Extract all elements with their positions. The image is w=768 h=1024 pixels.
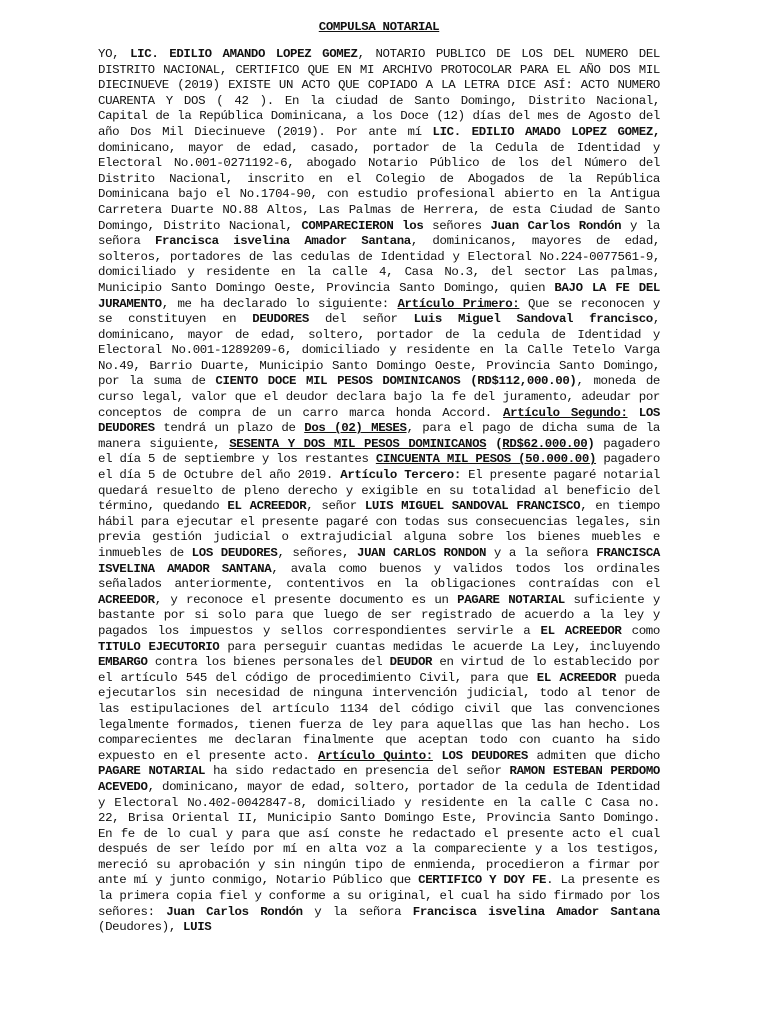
body-segment: dominicano, mayor de edad, casado, portador de la Cedula de Identidad y Electoral No.001-0271192-6, abogado Notario Público de los del Número del Distrito Nacional, inscrito en el Colegio de Abogados de la República Dominicana bajo el No.1704-90, con estudio profesional abierto en la Antigua Carretera Duarte NO.88 Altos, Las Palmas de Herrera, de esta Ciudad de Santo Domingo, Distrito Nacional, (98, 140, 660, 233)
body-segment: admiten que dicho (527, 748, 660, 763)
body-segment: pueda ejecutarlos sin necesidad de ninguna intervención judicial, todo al tenor de las estipulaciones del artículo 1134 del código civil que las convenciones legalmente formados, tienen fuerza de ley para aquellas que las han hecho. Los comparecientes me declaran finalmente que aceptan todo con cuanto ha sido expuesto en el presente acto. (98, 670, 660, 763)
body-segment: como (621, 623, 660, 638)
body-segment: ha sido redactado en presencia del señor (205, 764, 510, 779)
body-segment: Francisca isvelina Amador Santana (154, 234, 411, 249)
body-segment: LOS DEUDORES (98, 405, 660, 436)
body-segment: Artículo Quinto: (318, 748, 433, 763)
body-segment: RAMON ESTEBAN PERDOMO ACEVEDO (98, 764, 660, 794)
body-segment: , moneda de curso legal, valor que el deudor declara bajo la fe del juramento, adeudar por conceptos de compra de un carro marca honda Accord. (98, 374, 660, 420)
body-segment: Dos (02) MESES (304, 421, 407, 436)
body-segment: , avala como buenos y validos todos los ordinales señalados anteriormente, contentivos en la obligaciones contraídas con el (98, 561, 660, 592)
body-segment: Juan Carlos Rondón (166, 904, 303, 919)
body-segment: , señor (306, 499, 365, 514)
body-segment: , dominicano, mayor de edad, soltero, portador de la cedula de Identidad y Electoral No.001-1289209-6, domiciliado y residente en la Calle Tetelo Varga No.49, Barrio Duarte, Municipio Santo Domingo Oeste, Provincia Santo Domingo, por la suma de (98, 312, 660, 389)
body-segment: DEUDOR (389, 655, 433, 670)
body-segment: PAGARE NOTARIAL (457, 592, 565, 607)
body-segment (628, 406, 639, 420)
body-segment: (Deudores), (98, 920, 184, 935)
body-segment: Que se reconocen y se constituyen en (98, 296, 660, 327)
body-segment: , me ha declarado lo siguiente: (161, 296, 398, 311)
body-segment: , para el pago de dicha suma de la manera siguiente, (98, 421, 660, 451)
body-segment: PAGARE NOTARIAL (98, 764, 206, 779)
body-segment: El presente pagaré notarial quedará resuelto de pleno derecho y exigible en su totalidad al beneficio del término, quedando (98, 468, 660, 514)
document-body (98, 47, 660, 936)
body-segment: Artículo Segundo: (503, 405, 628, 420)
body-segment: , dominicanos, mayores de edad, solteros, portadores de las cedulas de Identidad y Electoral No.224-0077561-9, domiciliado y residente en la calle 4, Casa No.3, del sector Las palmas, Municipio Santo Domingo Oeste, Provincia Santo Domingo, quien (98, 234, 660, 295)
body-segment: EL ACREEDOR (536, 670, 617, 685)
body-segment: EMBARGO (98, 655, 148, 670)
body-segment: y a la señora (486, 546, 597, 560)
body-segment: CERTIFICO Y DOY FE (418, 873, 547, 888)
body-segment: Artículo Primero: (397, 296, 520, 311)
body-segment: CINCUENTA MIL PESOS (50.000.00) (375, 452, 597, 467)
body-segment: LOS DEUDORES (441, 748, 528, 763)
body-segment: pagadero el día 5 de septiembre y los restantes (98, 436, 660, 467)
body-segment: CIENTO DOCE MIL PESOS DOMINICANOS (RD$112,000.00) (215, 374, 577, 389)
body-segment: Luis Miguel Sandoval francisco (413, 312, 653, 327)
body-segment: . La presente es la primera copia fiel y conforme a su original, el cual ha sido firmado por los señores: (98, 873, 661, 919)
body-segment: tendrá un plazo de (154, 421, 305, 436)
body-segment: contra los bienes personales del (147, 655, 390, 670)
body-segment: RD$62.000.00 (502, 436, 588, 451)
body-segment: EL ACREEDOR (227, 499, 307, 514)
body-segment: BAJO LA FE DEL JURAMENTO (98, 280, 660, 311)
document-title: COMPULSA NOTARIAL (318, 20, 440, 34)
body-segment: ACREEDOR (98, 592, 155, 607)
body-segment: suficiente y bastante por si solo para que luego de ser registrado de acuerdo a la ley y pagados los impuestos y sellos correspondientes servirle a (98, 592, 660, 638)
body-segment: , en tiempo hábil para ejecutar el presente pagaré con todas sus consecuencias legales, sin previa gestión judicial o extrajudicial alguna sobre los bienes muebles e inmuebles de (98, 499, 660, 560)
body-segment: y la señora (98, 218, 660, 249)
body-segment: para perseguir cuantas medidas le acuerde La Ley, incluyendo (219, 639, 660, 654)
body-segment: LUIS (183, 920, 212, 935)
body-segment: YO, (98, 47, 131, 61)
body-segment: EL ACREEDOR (540, 623, 622, 638)
body-segment: ( (495, 436, 503, 451)
body-segment: , señores, (277, 546, 357, 560)
body-segment: del señor (308, 312, 414, 327)
body-segment: Artículo Tercero: (340, 468, 461, 483)
body-segment: COMPARECIERON los (301, 218, 424, 233)
body-segment: ) (587, 436, 595, 451)
body-segment: Francisca isvelina Amador Santana (412, 904, 661, 919)
body-segment: LIC. EDILIO AMANDO LOPEZ GOMEZ (130, 47, 358, 61)
body-segment: , y reconoce el presente documento es un (154, 592, 458, 607)
body-segment: , NOTARIO PUBLICO DE LOS DEL NUMERO DEL DISTRITO NACIONAL, CERTIFICO QUE EN MI ARCHIVO PROTOCOLAR PARA EL AÑO DOS MIL DIECINUEVE (2019) EXISTE UN ACTO QUE COPIADO A LA LETRA DICE ASÍ: ACTO NUMERO CUARENTA Y DOS ( 42 ). En la ciudad de Santo Domingo, Distrito Nacional, Capital de la República Dominicana, a los Doce (12) días del mes de Agosto del año Dos Mil Diecinueve (2019). Por ante mí (98, 47, 660, 139)
body-segment: señores (423, 218, 491, 233)
body-segment: , dominicano, mayor de edad, soltero, portador de la cedula de Identidad y Electoral No.402-0042847-8, domiciliado y residente en la calle C Casa no. 22, Brisa Oriental II, Municipio Santo Domingo Este, Provincia Santo Domingo. En fe de lo cual y para que así conste he redactado el presente acto el cual después de ser leído por mí en alta voz a la compareciente y a los testigos, mereció su aprobación y sin ningún tipo de enmienda, procedieron a firmar por ante mí y junto conmigo, Notario Público que (98, 779, 660, 888)
body-segment: JUAN CARLOS RONDON (356, 546, 487, 560)
body-segment: SESENTA Y DOS MIL PESOS DOMINICANOS (229, 436, 487, 451)
body-segment: FRANCISCA ISVELINA AMADOR SANTANA (98, 546, 661, 576)
body-segment: LIC. EDILIO AMADO LOPEZ GOMEZ, (432, 124, 660, 139)
body-segment: Juan Carlos Rondón (490, 218, 622, 233)
body-segment: DEUDORES (252, 312, 309, 327)
body-segment: TITULO EJECUTORIO (98, 639, 220, 654)
body-segment: en virtud de lo establecido por el artículo 545 del código de procedimiento Civil, para que (98, 655, 660, 685)
body-segment: LOS DEUDORES (191, 546, 278, 560)
body-segment: LUIS MIGUEL SANDOVAL FRANCISCO (364, 499, 581, 514)
body-segment: pagadero el día 5 de Octubre del año 2019. (98, 452, 661, 483)
body-segment (486, 437, 495, 451)
body-segment: y la señora (302, 904, 413, 919)
